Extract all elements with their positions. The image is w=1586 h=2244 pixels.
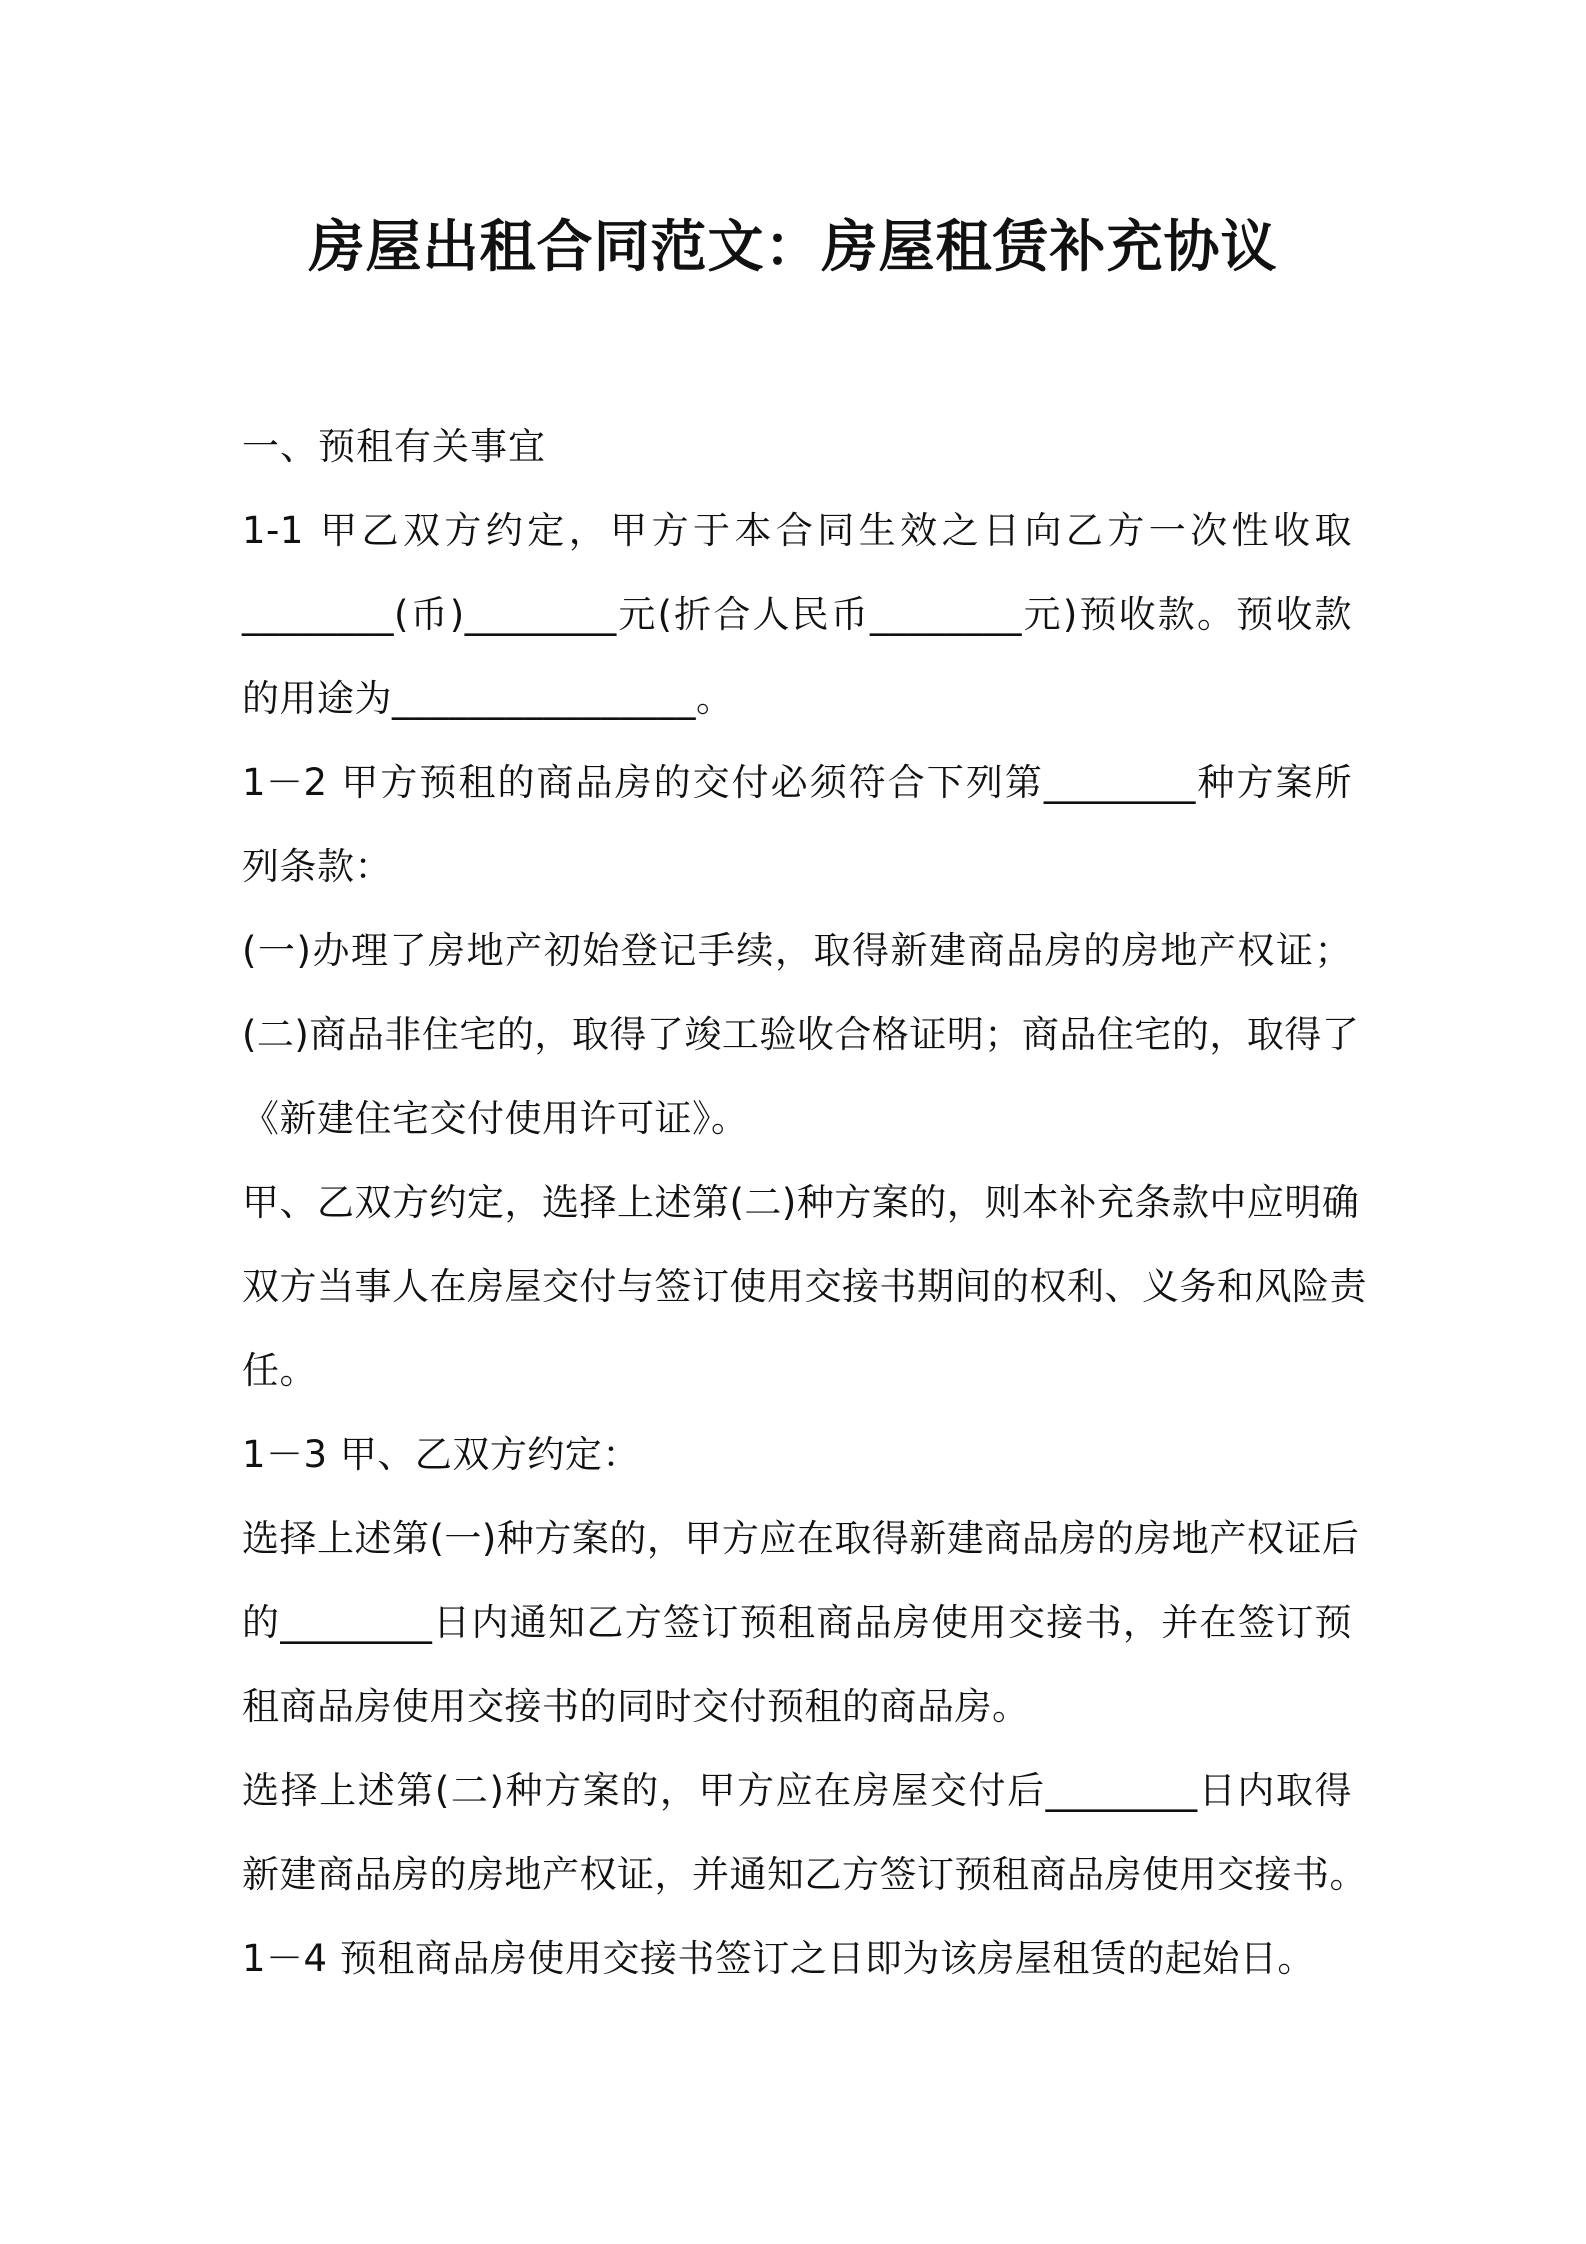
paragraph-line: 1-1 甲乙双方约定，甲方于本合同生效之日向乙方一次性收取	[242, 509, 1352, 552]
paragraph-line: 《新建住宅交付使用许可证》。	[242, 1097, 749, 1140]
paragraph-line: 双方当事人在房屋交付与签订使用交接书期间的权利、义务和风险责	[242, 1265, 1367, 1308]
paragraph-line: 的用途为________________。	[242, 677, 734, 720]
paragraph-line: 租商品房使用交接书的同时交付预租的商品房。	[242, 1685, 1030, 1728]
paragraph-line: 新建商品房的房地产权证，并通知乙方签订预租商品房使用交接书。	[242, 1853, 1367, 1896]
paragraph-line: 选择上述第(二)种方案的，甲方应在房屋交付后________日内取得	[242, 1769, 1352, 1812]
paragraph-line: 的________日内通知乙方签订预租商品房使用交接书，并在签订预	[242, 1601, 1352, 1644]
paragraph-line: ________(币)________元(折合人民币________元)预收款。预收款	[242, 593, 1352, 636]
section-heading-prelease: 一、预租有关事宜	[242, 425, 546, 468]
document-body	[242, 405, 1367, 2001]
paragraph-line: 列条款：	[242, 845, 392, 888]
document-title: 房屋出租合同范文：房屋租赁补充协议	[308, 215, 1278, 280]
paragraph-line: 1－2 甲方预租的商品房的交付必须符合下列第________种方案所	[242, 761, 1352, 804]
paragraph-line: 甲、乙双方约定，选择上述第(二)种方案的，则本补充条款中应明确	[242, 1181, 1360, 1224]
paragraph-line: 1－4 预租商品房使用交接书签订之日即为该房屋租赁的起始日。	[242, 1937, 1315, 1980]
paragraph-line: 选择上述第(一)种方案的，甲方应在取得新建商品房的房地产权证后	[242, 1517, 1360, 1560]
paragraph-line: 1－3 甲、乙双方约定：	[242, 1433, 640, 1476]
paragraph-line: 任。	[242, 1349, 317, 1392]
paragraph-line: (二)商品非住宅的，取得了竣工验收合格证明；商品住宅的，取得了	[242, 1013, 1360, 1056]
paragraph-line: (一)办理了房地产初始登记手续，取得新建商品房的房地产权证；	[242, 929, 1352, 972]
